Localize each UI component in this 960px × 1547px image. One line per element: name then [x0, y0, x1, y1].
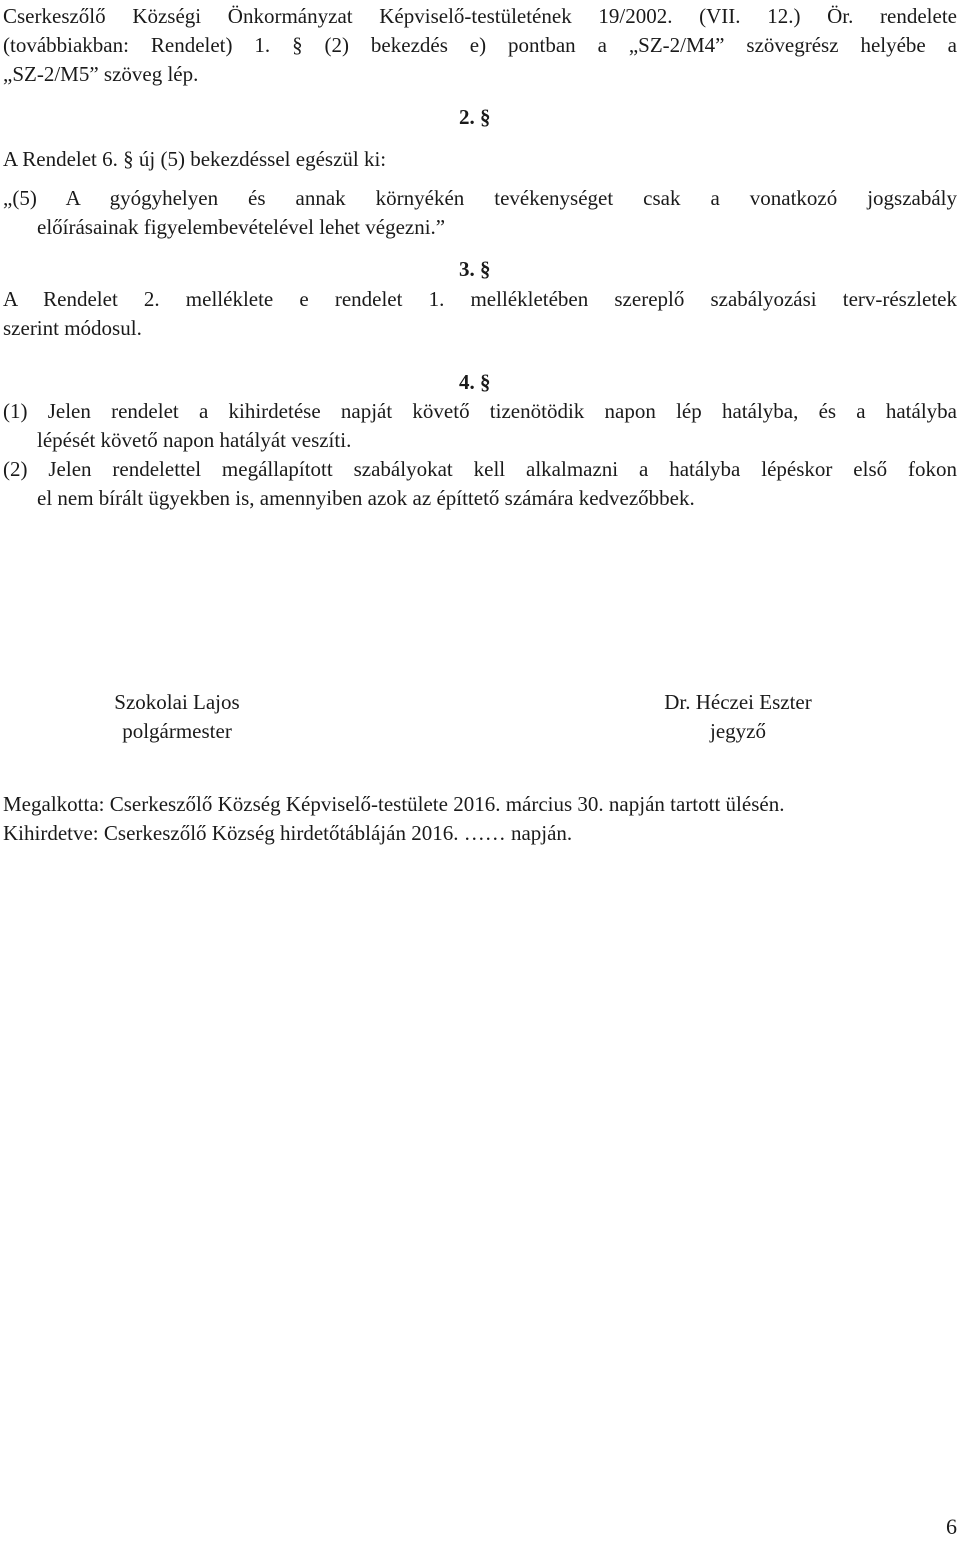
section-4-paragraph-2 — [3, 455, 957, 513]
section-4-heading: 4. § — [459, 370, 491, 394]
intro-line-3: „SZ-2/M5” szöveg lép. — [3, 62, 199, 86]
adoption-note — [3, 790, 957, 848]
signature-mayor-name: Szokolai Lajos — [114, 690, 240, 714]
section-2-quote-line-1: „(5) A gyógyhelyen és annak környékén tevékenységet csak a vonatkozó jogszabály — [3, 186, 957, 210]
adopted-line: Megalkotta: Cserkeszőlő Község Képviselő-testülete 2016. március 30. napján tartott ülésén. — [3, 792, 785, 816]
intro-line-2: (továbbiakban: Rendelet) 1. § (2) bekezdés e) pontban a „SZ-2/M4” szövegrész helyébe a — [3, 33, 957, 57]
published-line: Kihirdetve: Cserkeszőlő Község hirdetőtábláján 2016. …… napján. — [3, 821, 573, 845]
section-3-line-1: A Rendelet 2. melléklete e rendelet 1. mellékletében szereplő szabályozási terv-részletek — [3, 287, 957, 311]
page-number: 6 — [946, 1514, 957, 1539]
section-3-line-2: szerint módosul. — [3, 316, 142, 340]
intro-line-1: Cserkeszőlő Községi Önkormányzat Képviselő-testületének 19/2002. (VII. 12.) Ör. rendelete — [3, 4, 957, 28]
signature-mayor-title: polgármester — [122, 719, 232, 743]
section-2-quote — [3, 184, 957, 242]
intro-paragraph — [3, 2, 957, 89]
section-4-p1-line-2: lépését követő napon hatályát veszíti. — [37, 428, 352, 452]
signature-notary — [608, 688, 868, 746]
signature-mayor — [47, 688, 307, 746]
section-4-p1-line-1: (1) Jelen rendelet a kihirdetése napját követő tizenötödik napon lép hatályba, és a hatályba — [3, 399, 957, 423]
section-3-heading: 3. § — [459, 257, 491, 281]
section-4-p2-line-2: el nem bírált ügyekben is, amennyiben azok az építtető számára kedvezőbbek. — [37, 486, 695, 510]
section-3-paragraph — [3, 285, 957, 343]
section-2-quote-line-2: előírásainak figyelembevételével lehet végezni.” — [37, 215, 446, 239]
section-2-lead: A Rendelet 6. § új (5) bekezdéssel egészül ki: — [3, 147, 387, 171]
section-4-p2-line-1: (2) Jelen rendelettel megállapított szabályokat kell alkalmazni a hatályba lépéskor első fokon — [3, 457, 957, 481]
section-2-heading: 2. § — [459, 105, 491, 129]
signature-notary-title: jegyző — [710, 719, 766, 743]
section-4-paragraph-1 — [3, 397, 957, 455]
signature-notary-name: Dr. Héczei Eszter — [664, 690, 812, 714]
